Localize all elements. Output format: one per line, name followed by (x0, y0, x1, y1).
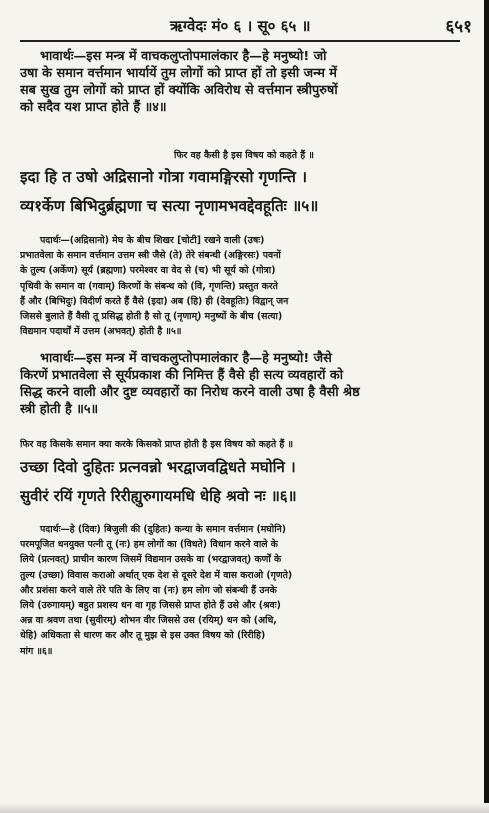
text-line: भावार्थः—इस मन्त्र में वाचकलुप्तोपमालंकार है—हे मनुष्यो! जो (40, 49, 327, 64)
padarth-paragraph-2 (20, 522, 468, 659)
text-line: धेहि) अधिकता से धारण कर और तू मुझ से इस उक्त विषय को (रिरीहि) (20, 630, 266, 642)
text-line: उषा के समान वर्त्तमान भार्यायें तुम लोगों को प्राप्त हों तो इसी जन्म में (20, 66, 337, 81)
topic-intro-1 (20, 148, 468, 163)
text-line: किरणें प्रभातवेला से सूर्यप्रकाश की निमित्त हैं वैसे ही सत्य व्यवहारों को (20, 368, 344, 383)
page-edge-shadow (484, 0, 489, 813)
text-line: मांग ॥६॥ (20, 645, 53, 657)
text-line: प्रभातवेला के समान वर्त्तमान उत्तम स्त्री जैसे (ते) तेरे संबन्धी (अङ्गिरसः) पवनों (20, 250, 281, 262)
page-bottom-shadow (0, 803, 489, 813)
topic-intro-2 (20, 437, 468, 452)
mantra-6 (20, 453, 468, 511)
bhavarth-paragraph-2 (20, 350, 468, 418)
page-number: ६५१ (445, 17, 472, 37)
text-line: अन्न वा श्रवण तथा (सुवीरम्) शोभन वीर जिससे उस (रयिम्) धन को (अधि, (20, 615, 277, 627)
text-line: तुल्य (उच्छा) विवास कराओ अर्थात् एक देश से दूसरे देश में वास कराओ (गृणते) (20, 569, 293, 581)
text-line: सिद्ध करने वाली और दुष्ट व्यवहारों का निरोध करने वाली उषा है वैसी श्रेष्ठ (20, 385, 360, 400)
text-line: और प्रशंसा करने वाले तेरे पति के लिए वा (नः) हम लोग जो संबन्धी हैं उनके (20, 584, 277, 596)
text-line: के तुल्य (अर्केण) सूर्य (ब्रह्मणा) परमेश्वर वा वेद से (च) भी सूर्य को (गोत्रा) (20, 265, 276, 277)
mantra-line: इदा हि त उषो अद्रिसानो गोत्रा गवामङ्गिरसो गृणन्ति । (20, 168, 307, 186)
text-line: परमपूजित धनयुक्त पत्नी तू (नः) हम लोगों का (विधते) विधान करने वाले के (20, 539, 278, 551)
mantra-5 (20, 163, 468, 221)
mantra-line: व्य१र्केण बिभिदुर्ब्रह्मणा च सत्या नृणामभवद्देवहूतिः ॥५॥ (20, 197, 319, 215)
text-line: फिर वह कैसी है इस विषय को कहते हैं ॥ (173, 150, 314, 161)
text-line: लिये (प्रत्नवत्) प्राचीन कारण जिसमें विद्यमान उसके वा (भरद्वाजवत्) कर्णों के (20, 554, 282, 566)
text-line: जिससे बुलाते हैं वैसी तू प्रसिद्ध होती है सो तू (नृणाम्) मनुष्यों के बीच (सत्या) (20, 311, 283, 323)
mantra-line: सुवीरं रयिं गृणते रिरीह्युरुगायमधि धेहि श्रवो नः ॥६॥ (20, 487, 297, 505)
text-line: पदार्थः—हे (दिवः) बिजुली की (दुहितः) कन्या के समान वर्त्तमान (मघोनि) (40, 524, 287, 535)
text-line: विद्यमान पदार्थों में उत्तम (अभवत्) होती है ॥५॥ (20, 326, 182, 338)
text-line: पदार्थः—(अद्रिसानो) मेघ के बीच शिखर [चोटी] रखने वाली (उषः) (40, 235, 265, 246)
text-line: लिये (उरुगायम्) बहुत प्रशस्य धन वा गृह जिससे प्राप्त होते हैं उसे और (श्रवः) (20, 600, 281, 612)
mantra-line: उच्छा दिवो दुहितः प्रत्नवन्नो भरद्वाजवद्विधते मघोनि । (20, 458, 296, 476)
text-line: स्त्री होती है ॥५॥ (20, 402, 99, 417)
padarth-paragraph-1 (20, 233, 468, 339)
text-line: फिर वह किसके समान क्या करके किसको प्राप्त होती है इस विषय को कहते हैं ॥ (20, 439, 294, 450)
text-line: पृथिवी के समान वा (गवाम्) किरणों के संबन्ध को (वि, गृणन्ति) प्रस्तुत करते (20, 280, 278, 292)
text-line: भावार्थः—इस मन्त्र में वाचकलुप्तोपमालंकार है—हे मनुष्यो! जैसे (40, 351, 332, 366)
bhavarth-paragraph-1 (20, 48, 468, 116)
text-line: सब सुख तुम लोगों को प्राप्त हों क्योंकि अविरोध से वर्त्तमान स्त्रीपुरुषों (20, 83, 338, 98)
header-rule (20, 40, 460, 42)
verse-reference: ऋग्वेदः मं० ६ । सू० ६५ ॥ (170, 17, 311, 35)
text-line: को सदैव यश प्राप्त होते हैं ॥४॥ (20, 100, 167, 115)
text-line: हैं और (बिभिदुः) विदीर्ण करते हैं वैसे (इदा) अब (हि) ही (देवहूतिः) विद्वान् जन (20, 295, 289, 307)
page-header (20, 14, 472, 40)
